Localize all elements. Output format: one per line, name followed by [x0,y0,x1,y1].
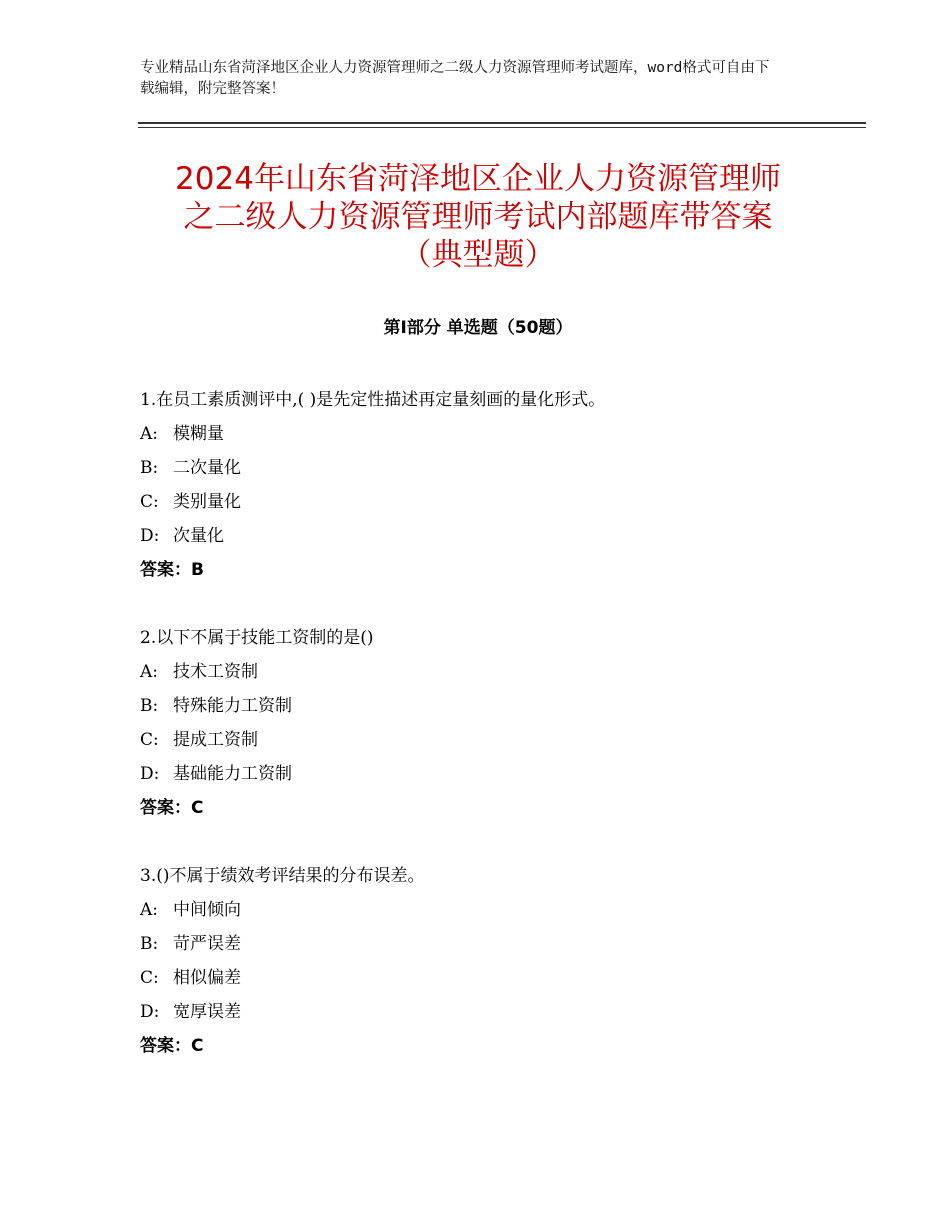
option-key: C: [140,968,159,988]
option-text: 提成工资制 [173,730,258,750]
answer-label: 答案： [140,1036,191,1056]
option-key: B: [140,696,159,716]
option-text: 宽厚误差 [173,1002,241,1022]
option-c [140,961,840,995]
option-d [140,519,840,553]
option-key: D: [140,1002,160,1022]
option-key: D: [140,764,160,784]
question-list [140,383,840,1097]
header-divider-thin [138,127,866,128]
option-key: B: [140,458,159,478]
option-text: 相似偏差 [173,968,241,988]
option-key: A: [140,900,159,920]
option-d [140,995,840,1029]
header-divider-thick [138,122,866,124]
option-d [140,757,840,791]
option-text: 苛严误差 [173,934,241,954]
title-line-2: 之二级人力资源管理师考试内部题库带答案 [183,199,773,235]
document-title [138,160,818,274]
section-title: 第Ⅰ部分 单选题（50题） [383,318,573,338]
option-text: 模糊量 [173,424,224,444]
option-text: 类别量化 [173,492,241,512]
option-a [140,655,840,689]
question-stem: 3.()不属于绩效考评结果的分布误差。 [140,866,425,886]
answer-line [140,791,840,825]
question-stem: 2.以下不属于技能工资制的是() [140,628,374,648]
answer-line [140,1029,840,1063]
header-note: 专业精品山东省菏泽地区企业人力资源管理师之二级人力资源管理师考试题库，word格式可自由下载编辑，附完整答案！ [140,60,770,97]
option-b [140,927,840,961]
option-key: B: [140,934,159,954]
option-text: 基础能力工资制 [173,764,292,784]
option-c [140,485,840,519]
option-key: D: [140,526,160,546]
option-b [140,689,840,723]
question-1 [140,383,840,587]
question-stem: 1.在员工素质测评中,( )是先定性描述再定量刻画的量化形式。 [140,390,606,410]
answer-line [140,553,840,587]
option-text: 次量化 [173,526,224,546]
option-c [140,723,840,757]
option-text: 特殊能力工资制 [173,696,292,716]
option-text: 技术工资制 [173,662,258,682]
option-a [140,893,840,927]
answer-value: C [191,798,204,818]
title-line-1: 2024年山东省菏泽地区企业人力资源管理师 [175,161,781,197]
question-2 [140,621,840,825]
answer-label: 答案： [140,798,191,818]
option-text: 中间倾向 [173,900,241,920]
option-b [140,451,840,485]
option-key: A: [140,424,159,444]
option-text: 二次量化 [173,458,241,478]
option-key: A: [140,662,159,682]
option-key: C: [140,730,159,750]
answer-value: B [191,560,204,580]
title-line-3: （典型题） [400,237,556,273]
answer-value: C [191,1036,204,1056]
answer-label: 答案： [140,560,191,580]
option-a [140,417,840,451]
option-key: C: [140,492,159,512]
question-3 [140,859,840,1063]
